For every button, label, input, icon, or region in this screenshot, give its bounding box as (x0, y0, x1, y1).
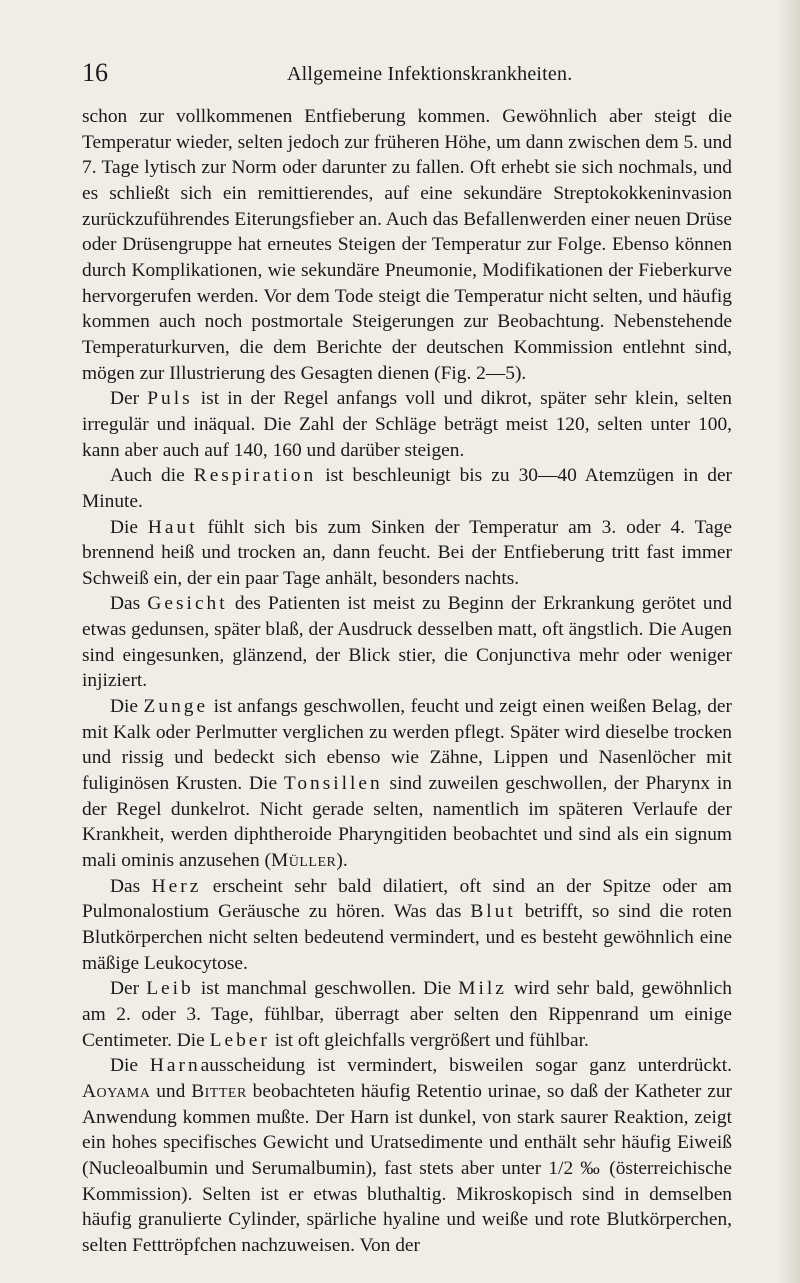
author-name: Müller (271, 850, 337, 872)
paragraph-text: fühlt sich bis zum Sinken der Temperatur am 3. oder 4. Tage brennend heiß und trocken an, dann feucht. Bei der Entfieberung tritt fast immer Schweiß ein, der ein paar Tage anhält, besonders nachts. (82, 516, 732, 589)
paragraph-heart (82, 874, 732, 977)
paragraph-text: Auch die (110, 465, 194, 487)
spaced-term: Harn (149, 1055, 201, 1077)
paragraph-text: schon zur vollkommenen Entfieberung kommen. Gewöhnlich aber steigt die Temperatur wieder, selten jedoch zur früheren Höhe, um dann zwischen dem 5. und 7. Tage lytisch zur Norm oder darunter zu fallen. Oft erhebt sie sich nochmals, und es schließt sich ein remittierendes, auf eine sekundäre Streptokokkeninvasion zurückzuführendes Eiterungsfieber an. Auch das Befallenwerden einer neuen Drüse oder Drüsengruppe hat erneutes Steigen der Temperatur zur Folge. Ebenso können durch Komplikationen, wie sekundäre Pneumonie, Modifikationen der Fieberkurve hervorgerufen werden. Vor dem Tode steigt die Temperatur nicht selten, und häufig kommen auch noch postmortale Steigerungen zur Beobachtung. Nebenstehende Temperaturkurven, die dem Berichte der deutschen Kommission entlehnt sind, mögen zur Illustrierung des Gesagten dienen (Fig. 2—5). (82, 106, 732, 384)
author-name: Aoyama (82, 1080, 151, 1102)
paragraph-text: beobachteten häufig Retentio urinae, so daß der Katheter zur Anwendung kommen mußte. Der Harn ist dunkel, von stark saurer Reaktion, zeigt ein hohes specifisches Gewicht und Uratsedimente und enthält sehr häufig Eiweiß (Nucleoalbumin und Serumalbumin), fast stets aber unter (82, 1080, 733, 1179)
paragraph-text: sind zuweilen geschwollen, der Pharynx in der Regel dunkelrot. Nicht gerade selten, namentlich im späteren Verlaufe der Krankheit, werden diphtheroide Pharyngitiden beobachtet und sind als ein signum mali ominis anzusehen ( (82, 773, 732, 872)
paragraph-text: des Patienten ist meist zu Beginn der Erkrankung gerötet und etwas gedunsen, später blaß, der Ausdruck desselben matt, oft ängstlich. Die Augen sind eingesunken, glänzend, der Blick stier, die Conjunctiva mehr oder weniger injiziert. (82, 593, 732, 692)
paragraph-text: wird sehr bald, gewöhnlich am 2. oder 3. Tage, fühlbar, überragt aber selten den Rippenrand um einige Centimeter. Die (82, 978, 732, 1051)
paragraph-respiration (82, 463, 732, 514)
spaced-term: Puls (147, 388, 193, 410)
spaced-term: Gesicht (147, 593, 228, 615)
spaced-term: Leber (209, 1029, 270, 1051)
paragraph-text: Der (110, 978, 147, 1000)
paragraph-text: Das (110, 875, 152, 897)
running-head: Allgemeine Infektionskrankheiten. (287, 63, 573, 85)
spaced-term: Zunge (143, 696, 209, 718)
author-name: Bitter (191, 1080, 247, 1102)
paragraph-text: betrifft, so sind die roten Blutkörperchen nicht selten bedeutend vermindert, und es besteht gewöhnlich eine mäßige Leukocytose. (82, 901, 732, 974)
paragraph-text: ist in der Regel anfangs voll und dikrot, später sehr klein, selten irregulär und inäqual. Die Zahl der Schläge beträgt meist 120, selten unter 100, kann aber auch auf 140, 160 und darüber steigen. (82, 388, 732, 461)
spaced-term: Respiration (193, 465, 317, 487)
paragraph-text: (österreichische Kommission). Selten ist er etwas bluthaltig. Mikroskopisch sind in demselben häufig granulierte Cylinder, spärliche hyaline und weiße und rote Blutkörperchen, selten Fetttröpfchen nachzuweisen. Von der (82, 1157, 732, 1256)
fraction-per-mille: 1/2 ‰ (548, 1157, 603, 1179)
paragraph-fever-course (82, 104, 732, 386)
paragraph-text: Die (110, 1055, 150, 1077)
paragraph-text: ist manchmal geschwollen. Die (193, 978, 459, 1000)
paragraph-text: und (150, 1080, 192, 1102)
spaced-term: Leib (146, 978, 194, 1000)
paragraph-abdomen (82, 976, 732, 1053)
spaced-term: Milz (458, 978, 507, 1000)
paragraph-tongue (82, 694, 732, 874)
paragraph-text: ist oft gleichfalls vergrößert und fühlbar. (269, 1029, 589, 1051)
paragraph-pulse (82, 386, 732, 463)
page-header (82, 58, 740, 88)
paragraph-text: Die (110, 516, 148, 538)
paragraph-text: ausscheidung ist vermindert, bisweilen sogar ganz unterdrückt. (200, 1055, 732, 1077)
spaced-term: Haut (147, 516, 198, 538)
paragraph-text: Der (110, 388, 148, 410)
paragraph-skin (82, 515, 732, 592)
paragraph-text: ). (336, 850, 348, 872)
paragraph-face (82, 591, 732, 694)
paragraph-urine (82, 1053, 732, 1258)
paragraph-text: erscheint sehr bald dilatiert, oft sind an der Spitze oder am Pulmonalostium Geräusche zu hören. Was das (82, 875, 732, 923)
paragraph-text: ist anfangs geschwollen, feucht und zeigt einen weißen Belag, der mit Kalk oder Perlmutter verglichen zu werden pflegt. Später wird dieselbe trocken und rissig und bedeckt sich ebenso wie Zähne, Lippen und Nasenlöcher mit fuliginösen Krusten. Die (82, 696, 732, 795)
spaced-term: Blut (470, 901, 516, 923)
spaced-term: Tonsillen (283, 773, 383, 795)
page-number: 16 (82, 58, 108, 87)
paragraph-text: Das (110, 593, 148, 615)
paragraph-text: ist beschleunigt bis zu 30—40 Atemzügen in der Minute. (82, 465, 733, 512)
spaced-term: Herz (151, 875, 202, 897)
body-text (82, 104, 732, 1259)
paragraph-text: Die (110, 696, 144, 718)
